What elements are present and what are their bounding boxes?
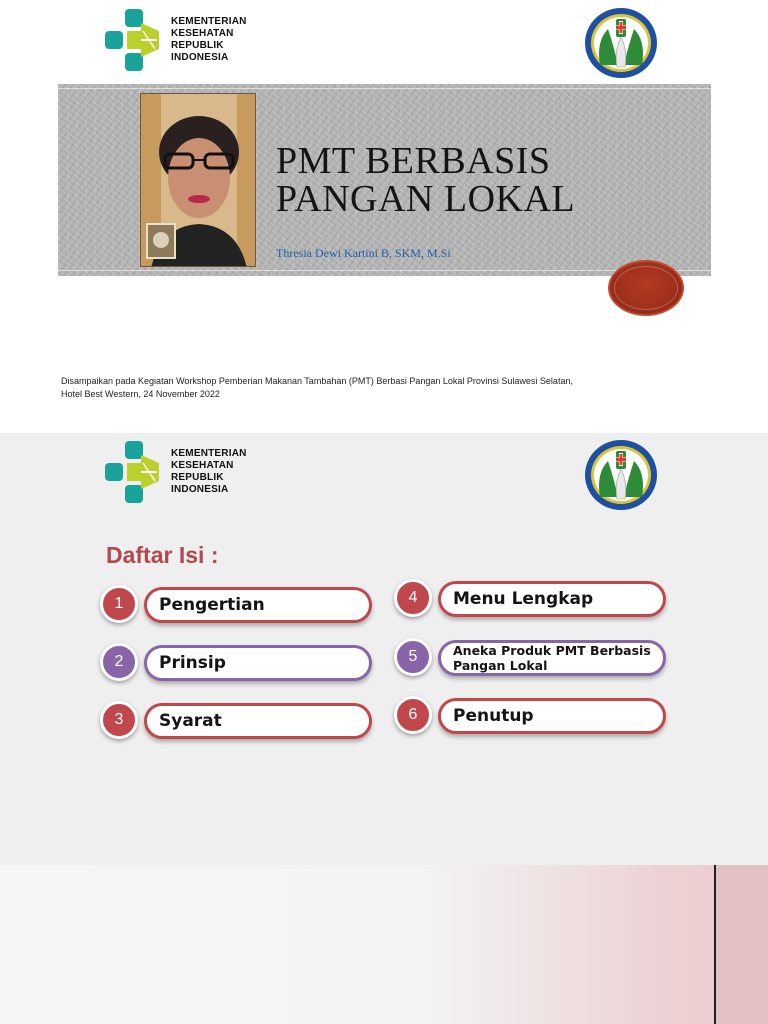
footnote-line2: Hotel Best Western, 24 November 2022 (61, 389, 220, 399)
toc-number-badge: 2 (100, 643, 138, 681)
toc-label: Aneka Produk PMT Berbasis Pangan Lokal (438, 640, 666, 676)
decorative-vertical-line (714, 865, 716, 1024)
next-slide-partial (0, 865, 768, 1024)
kemenkes-emblem-icon (105, 441, 163, 503)
kemenkes-line4: INDONESIA (171, 484, 229, 495)
kemenkes-line4: INDONESIA (171, 52, 229, 63)
slide-title-line2: PANGAN LOKAL (276, 178, 576, 220)
decorative-pink-band (716, 865, 768, 1024)
slide-title-line1: PMT BERBASIS (276, 140, 551, 182)
toc-number-badge: 5 (394, 638, 432, 676)
toc-number-badge: 6 (394, 696, 432, 734)
toc-number-badge: 4 (394, 579, 432, 617)
kemenkes-line1: KEMENTERIAN (171, 16, 247, 27)
kemenkes-logo (105, 9, 247, 71)
table-of-contents-slide (0, 433, 768, 865)
toc-label: Prinsip (144, 645, 372, 681)
kemenkes-line2: KESEHATAN (171, 28, 234, 39)
presenter-photo (140, 93, 256, 267)
toc-item-5[interactable] (394, 638, 668, 678)
banner-rule-bottom (58, 270, 711, 271)
footnote-line1: Disampaikan pada Kegiatan Workshop Pemberian Makanan Tambahan (PMT) Berbasi Pangan Lokal Provinsi Sulawesi Selatan, (61, 376, 573, 386)
toc-heading: Daftar Isi : (106, 542, 219, 568)
toc-label: Pengertian (144, 587, 372, 623)
toc-label: Syarat (144, 703, 372, 739)
kemenkes-line2: KESEHATAN (171, 460, 234, 471)
toc-item-4[interactable] (394, 579, 668, 619)
kemenkes-logo (105, 441, 247, 503)
toc-label: Penutup (438, 698, 666, 734)
toc-label: Menu Lengkap (438, 581, 666, 617)
title-slide (0, 0, 768, 433)
poltekkes-emblem-icon (584, 439, 658, 511)
slide-title (276, 142, 696, 218)
banner-rule-top (58, 88, 711, 89)
toc-item-1[interactable] (100, 585, 374, 625)
presentation-footnote (61, 375, 573, 401)
poltekkes-emblem-icon (584, 7, 658, 79)
decorative-red-oval (608, 260, 684, 316)
toc-item-3[interactable] (100, 701, 374, 741)
kemenkes-wordmark (171, 448, 247, 496)
toc-item-6[interactable] (394, 696, 668, 736)
kemenkes-line3: REPUBLIK (171, 40, 224, 51)
presenter-portrait-image (141, 94, 256, 267)
presenter-name: Thresia Dewi Kartini B, SKM, M.Si (276, 246, 451, 260)
kemenkes-emblem-icon (105, 9, 163, 71)
kemenkes-line1: KEMENTERIAN (171, 448, 247, 459)
toc-number-badge: 3 (100, 701, 138, 739)
toc-item-2[interactable] (100, 643, 374, 683)
kemenkes-line3: REPUBLIK (171, 472, 224, 483)
kemenkes-wordmark (171, 16, 247, 64)
toc-number-badge: 1 (100, 585, 138, 623)
